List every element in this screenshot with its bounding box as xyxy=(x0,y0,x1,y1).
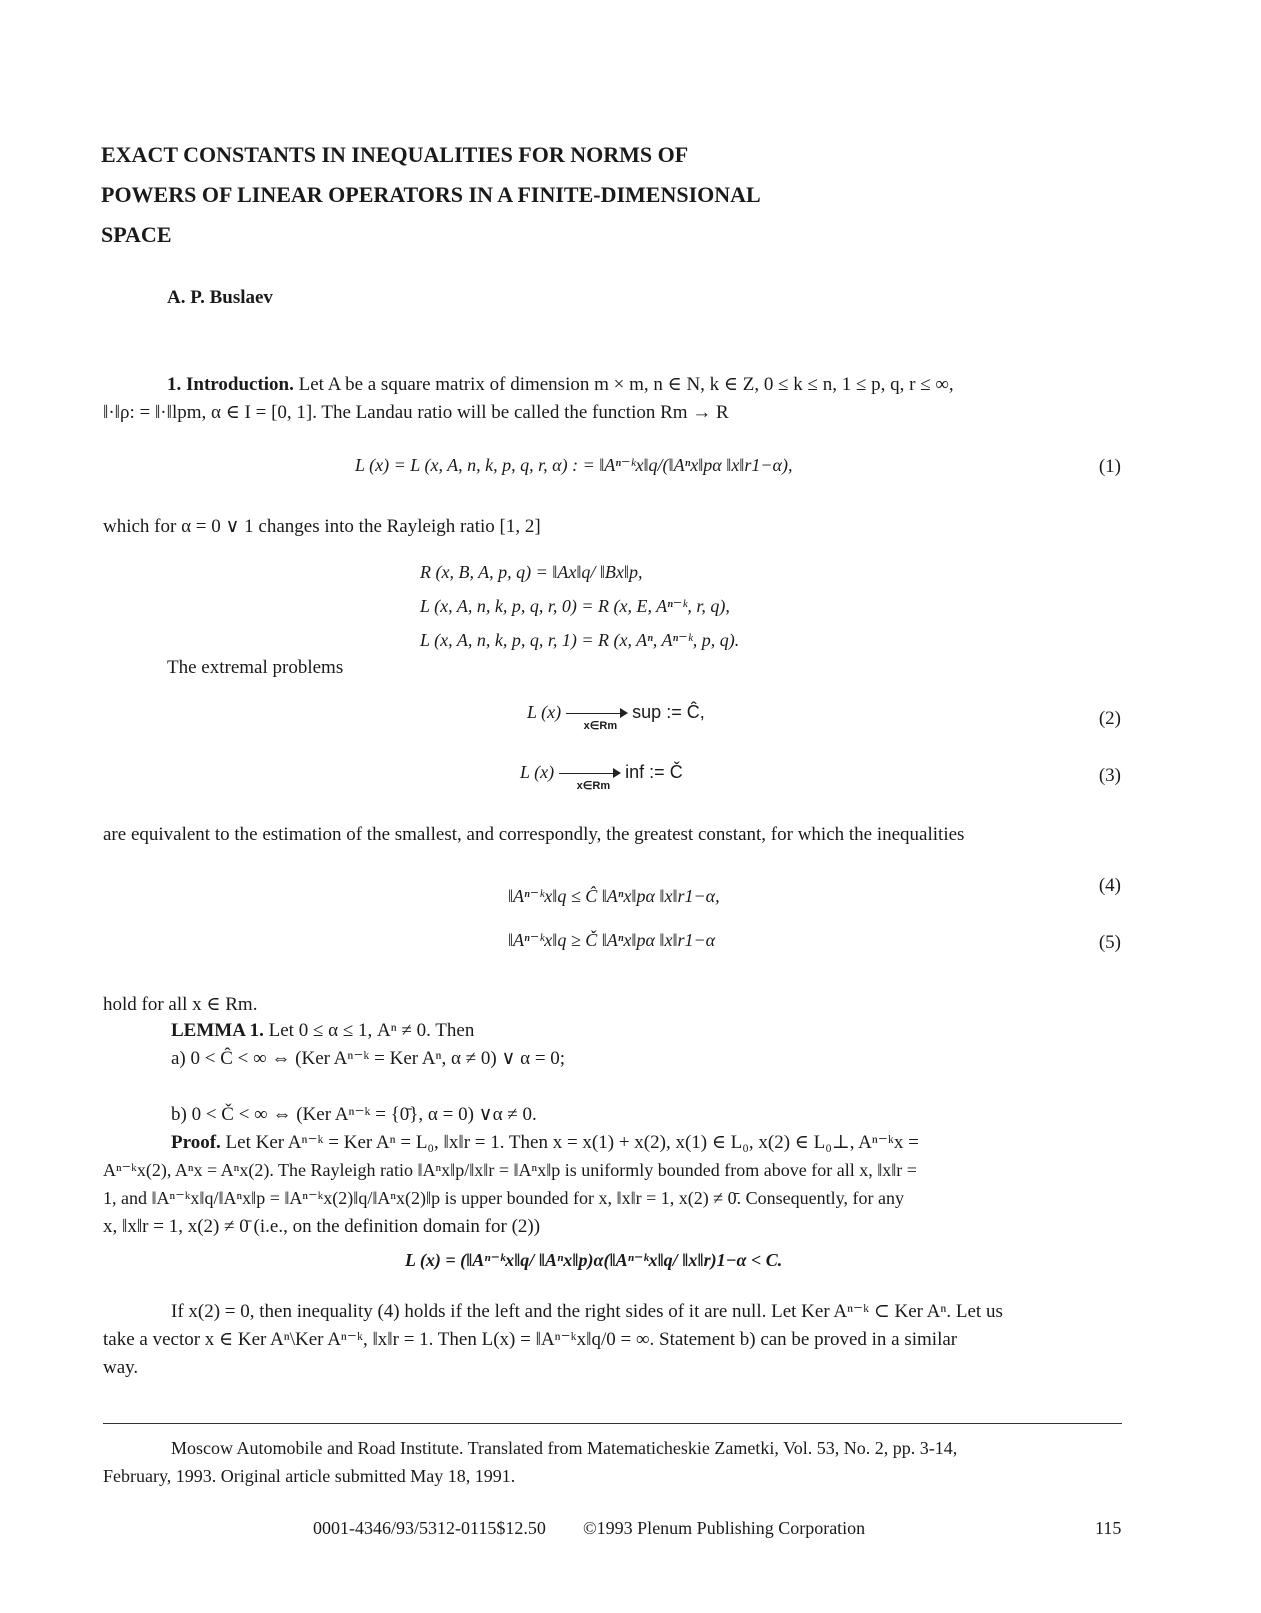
equation-4: ‖Aⁿ⁻ᵏx‖q ≤ Ĉ ‖Aⁿx‖pα ‖x‖r1−α, xyxy=(508,886,720,906)
hold-text: hold for all x ∈ Rm. xyxy=(103,994,258,1015)
intro-heading: 1. Introduction. xyxy=(167,374,294,395)
footnote-divider xyxy=(103,1423,1122,1424)
equation-2-left: L (x) xyxy=(527,702,562,722)
footer-copyright: ©1993 Plenum Publishing Corporation xyxy=(583,1518,866,1538)
footer-code: 0001-4346/93/5312-0115$12.50 xyxy=(313,1518,546,1538)
equation-1: L (x) = L (x, A, n, k, p, q, r, α) : = ‖Aⁿ⁻ᵏx‖q/(‖Aⁿx‖pα ‖x‖r1−α), xyxy=(355,455,793,475)
title-line: EXACT CONSTANTS IN INEQUALITIES FOR NORMS OF xyxy=(101,142,689,167)
final-line-1: If x(2) = 0, then inequality (4) holds if the left and the right sides of it are null. Let Ker Aⁿ⁻ᵏ ⊂ Ker Aⁿ. Let us xyxy=(171,1301,1003,1322)
equation-2-right: sup := Ĉ, xyxy=(632,702,705,722)
proof-text: Let Ker Aⁿ⁻ᵏ = Ker Aⁿ = L₀, ‖x‖r = 1. Then x = x(1) + x(2), x(1) ∈ L₀, x(2) ∈ L₀⊥, Aⁿ⁻ᵏx = xyxy=(225,1132,919,1153)
rayleigh-line: R (x, B, A, p, q) = ‖Ax‖q/ ‖Bx‖p, xyxy=(420,562,643,582)
equation-number-1: (1) xyxy=(1098,456,1121,477)
right-arrow-icon xyxy=(559,767,621,792)
paper-title xyxy=(101,135,1001,255)
title-line: SPACE xyxy=(101,222,172,247)
equation-number-5: (5) xyxy=(1098,932,1121,953)
arrow-subscript: x∈Rm xyxy=(583,719,618,732)
right-arrow-icon xyxy=(566,707,628,732)
equation-number-4: (4) xyxy=(1098,875,1121,896)
page-number: 115 xyxy=(1095,1518,1122,1538)
lemma-part-a: a) 0 < Ĉ < ∞ ⇔ (Ker Aⁿ⁻ᵏ = Ker Aⁿ, α ≠ 0) ∨ α = 0; xyxy=(171,1048,566,1069)
rayleigh-intro: which for α = 0 ∨ 1 changes into the Rayleigh ratio [1, 2] xyxy=(103,516,541,537)
extremal-label: The extremal problems xyxy=(167,657,344,678)
proof-line-4: x, ‖x‖r = 1, x(2) ≠ 0̄ (i.e., on the definition domain for (2)) xyxy=(103,1216,541,1237)
lemma-part-b: b) 0 < Č < ∞ ⇔ (Ker Aⁿ⁻ᵏ = {0̄}, α = 0) ∨α ≠ 0. xyxy=(171,1104,537,1125)
equation-3 xyxy=(520,762,683,792)
lemma-text: Let 0 ≤ α ≤ 1, Aⁿ ≠ 0. Then xyxy=(268,1020,475,1041)
lemma-statement xyxy=(171,1016,474,1045)
intro-line-2: ‖·‖ρ: = ‖·‖lpm, α ∈ I = [0, 1]. The Landau ratio will be called the function Rm → R xyxy=(103,402,729,423)
final-line-3: way. xyxy=(103,1357,139,1378)
equation-5: ‖Aⁿ⁻ᵏx‖q ≥ Č ‖Aⁿx‖pα ‖x‖r1−α xyxy=(508,930,716,950)
equivalent-text: are equivalent to the estimation of the smallest, and correspondly, the greatest constant, for which the inequalities xyxy=(103,824,965,845)
intro-line-1 xyxy=(167,370,1127,399)
equation-3-right: inf := Č xyxy=(625,762,683,782)
equation-bound: L (x) = (‖Aⁿ⁻ᵏx‖q/ ‖Aⁿx‖p)α(‖Aⁿ⁻ᵏx‖q/ ‖x‖r)1−α < C. xyxy=(405,1250,783,1270)
equation-number-3: (3) xyxy=(1098,765,1121,786)
equation-2 xyxy=(527,702,705,732)
proof-line-3: 1, and ‖Aⁿ⁻ᵏx‖q/‖Aⁿx‖p = ‖Aⁿ⁻ᵏx(2)‖q/‖Aⁿx(2)‖p is upper bounded for x, ‖x‖r = 1, x(2) ≠ 0̄. Consequently, for any xyxy=(103,1188,904,1208)
footnote-line-2: February, 1993. Original article submitted May 18, 1991. xyxy=(103,1466,516,1486)
lemma-label: LEMMA 1. xyxy=(171,1020,264,1041)
title-line: POWERS OF LINEAR OPERATORS IN A FINITE-DIMENSIONAL xyxy=(101,182,761,207)
intro-text: Let A be a square matrix of dimension m × m, n ∈ N, k ∈ Z, 0 ≤ k ≤ n, 1 ≤ p, q, r ≤ ∞, xyxy=(298,374,954,395)
rayleigh-line: L (x, A, n, k, p, q, r, 1) = R (x, Aⁿ, Aⁿ⁻ᵏ, p, q). xyxy=(420,630,740,650)
proof-line-2: Aⁿ⁻ᵏx(2), Aⁿx = Aⁿx(2). The Rayleigh ratio ‖Aⁿx‖p/‖x‖r = ‖Aⁿx‖p is uniformly bounded from above for all x, ‖x‖r = xyxy=(103,1160,917,1180)
author: A. P. Buslaev xyxy=(167,287,273,308)
arrow-subscript: x∈Rm xyxy=(576,779,611,792)
rayleigh-line: L (x, A, n, k, p, q, r, 0) = R (x, E, Aⁿ⁻ᵏ, r, q), xyxy=(420,596,730,616)
equation-number-2: (2) xyxy=(1098,708,1121,729)
proof-label: Proof. xyxy=(171,1132,221,1153)
footnote-line-1: Moscow Automobile and Road Institute. Translated from Matematicheskie Zametki, Vol. 53, No. 2, pp. 3-14, xyxy=(171,1438,958,1458)
proof-line-1 xyxy=(171,1128,1123,1157)
final-line-2: take a vector x ∈ Ker Aⁿ\Ker Aⁿ⁻ᵏ, ‖x‖r = 1. Then L(x) = ‖Aⁿ⁻ᵏx‖q/0 = ∞. Statement b) can be proved in a similar xyxy=(103,1329,958,1350)
equation-3-left: L (x) xyxy=(520,762,555,782)
